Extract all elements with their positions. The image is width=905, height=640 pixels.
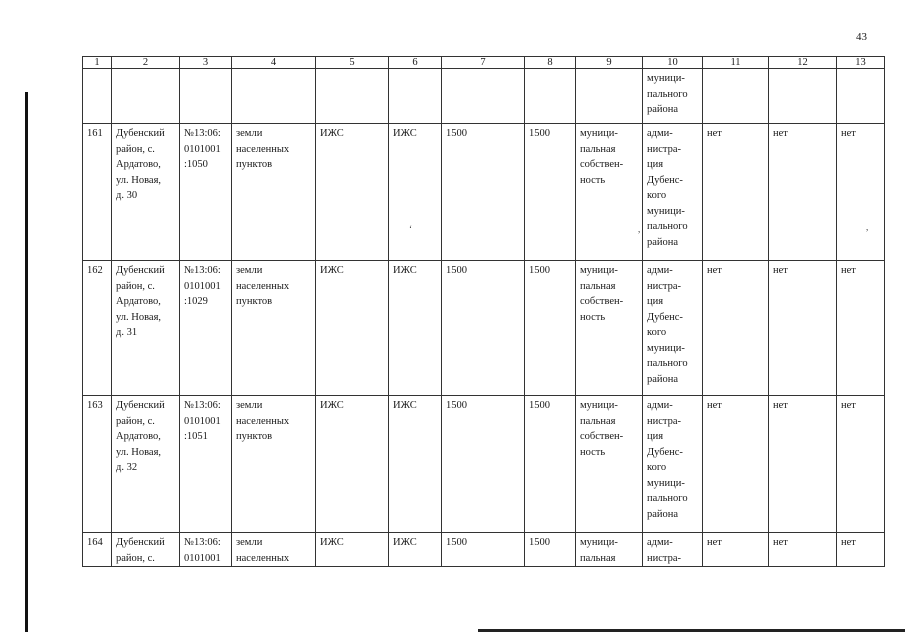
- table-cell: 1500: [442, 261, 525, 396]
- table-row: [83, 261, 885, 396]
- table-cell: [525, 69, 576, 124]
- table-cell: Дубенский район, с. Ардатово, ул. Новая, д. 30: [112, 124, 180, 261]
- table-cell: земли населенных: [232, 533, 316, 567]
- table-cell: муници- пального района: [643, 69, 703, 124]
- scan-speck: ‘: [409, 224, 412, 234]
- table-cell: ИЖС: [389, 261, 442, 396]
- table-row-continued: [83, 69, 885, 124]
- table-cell: ИЖС: [389, 124, 442, 261]
- table-cell: нет: [837, 261, 885, 396]
- table-cell: ИЖС: [316, 396, 389, 533]
- table-cell: нет: [769, 396, 837, 533]
- table-cell: [232, 69, 316, 124]
- table-cell: 162: [83, 261, 112, 396]
- table-row: [83, 124, 885, 261]
- table-cell: муници- пальная собствен- ность: [576, 396, 643, 533]
- table-cell: 164: [83, 533, 112, 567]
- column-number: 5: [316, 57, 389, 69]
- table-row: [83, 396, 885, 533]
- table-cell: нет: [837, 396, 885, 533]
- table-cell: 1500: [525, 396, 576, 533]
- table-cell: ИЖС: [316, 533, 389, 567]
- table-cell: 1500: [442, 396, 525, 533]
- table-cell: 161: [83, 124, 112, 261]
- table-cell: 1500: [442, 124, 525, 261]
- page-number: 43: [856, 31, 867, 43]
- table-cell: Дубенский район, с. Ардатово, ул. Новая, д. 31: [112, 261, 180, 396]
- table-cell: адми- нистра- ция Дубенс- кого муници- пального района: [643, 124, 703, 261]
- table-cell: [112, 69, 180, 124]
- table-cell: [83, 69, 112, 124]
- table-cell: земли населенных пунктов: [232, 124, 316, 261]
- table-cell: ИЖС: [389, 533, 442, 567]
- table-cell: земли населенных пунктов: [232, 396, 316, 533]
- table-cell: нет: [837, 124, 885, 261]
- table-cell: ИЖС: [316, 124, 389, 261]
- column-number: 9: [576, 57, 643, 69]
- scan-speck: ,: [866, 222, 869, 232]
- land-plots-table: [82, 56, 885, 567]
- scan-edge-bottom: [478, 629, 905, 632]
- table-cell: земли населенных пунктов: [232, 261, 316, 396]
- scan-speck: ,: [638, 224, 641, 234]
- column-number: 3: [180, 57, 232, 69]
- column-number: 11: [703, 57, 769, 69]
- table-cell: №13:06: 0101001: [180, 533, 232, 567]
- table-cell: Дубенский район, с. Ардатово, ул. Новая, д. 32: [112, 396, 180, 533]
- table-cell: адми- нистра- ция Дубенс- кого муници- пального района: [643, 261, 703, 396]
- table-cell: 1500: [442, 533, 525, 567]
- table-cell: [442, 69, 525, 124]
- table-cell: [389, 69, 442, 124]
- column-number: 7: [442, 57, 525, 69]
- table-cell: №13:06: 0101001 :1029: [180, 261, 232, 396]
- column-number-row: [83, 57, 885, 69]
- table-cell: муници- пальная собствен- ность: [576, 261, 643, 396]
- column-number: 1: [83, 57, 112, 69]
- table-cell: [703, 69, 769, 124]
- table-cell: 1500: [525, 533, 576, 567]
- table-cell: 163: [83, 396, 112, 533]
- table-cell: ИЖС: [389, 396, 442, 533]
- table-row: [83, 533, 885, 567]
- table-cell: муници- пальная собствен- ность: [576, 124, 643, 261]
- column-number: 2: [112, 57, 180, 69]
- column-number: 4: [232, 57, 316, 69]
- table-cell: №13:06: 0101001 :1050: [180, 124, 232, 261]
- table-cell: 1500: [525, 261, 576, 396]
- scan-edge-left: [25, 92, 28, 632]
- table-cell: нет: [769, 124, 837, 261]
- table-cell: нет: [703, 533, 769, 567]
- column-number: 10: [643, 57, 703, 69]
- table-cell: [316, 69, 389, 124]
- table-cell: нет: [703, 396, 769, 533]
- table-cell: 1500: [525, 124, 576, 261]
- column-number: 8: [525, 57, 576, 69]
- table-cell: ИЖС: [316, 261, 389, 396]
- table-cell: нет: [769, 533, 837, 567]
- table-cell: [837, 69, 885, 124]
- column-number: 6: [389, 57, 442, 69]
- table-cell: №13:06: 0101001 :1051: [180, 396, 232, 533]
- table-cell: нет: [769, 261, 837, 396]
- table-cell: [769, 69, 837, 124]
- table-cell: нет: [837, 533, 885, 567]
- table-cell: Дубенский район, с.: [112, 533, 180, 567]
- table-cell: нет: [703, 124, 769, 261]
- column-number: 12: [769, 57, 837, 69]
- table-cell: [576, 69, 643, 124]
- table-cell: [180, 69, 232, 124]
- table-cell: муници- пальная: [576, 533, 643, 567]
- column-number: 13: [837, 57, 885, 69]
- table-cell: адми- нистра-: [643, 533, 703, 567]
- table-cell: адми- нистра- ция Дубенс- кого муници- пального района: [643, 396, 703, 533]
- table-cell: нет: [703, 261, 769, 396]
